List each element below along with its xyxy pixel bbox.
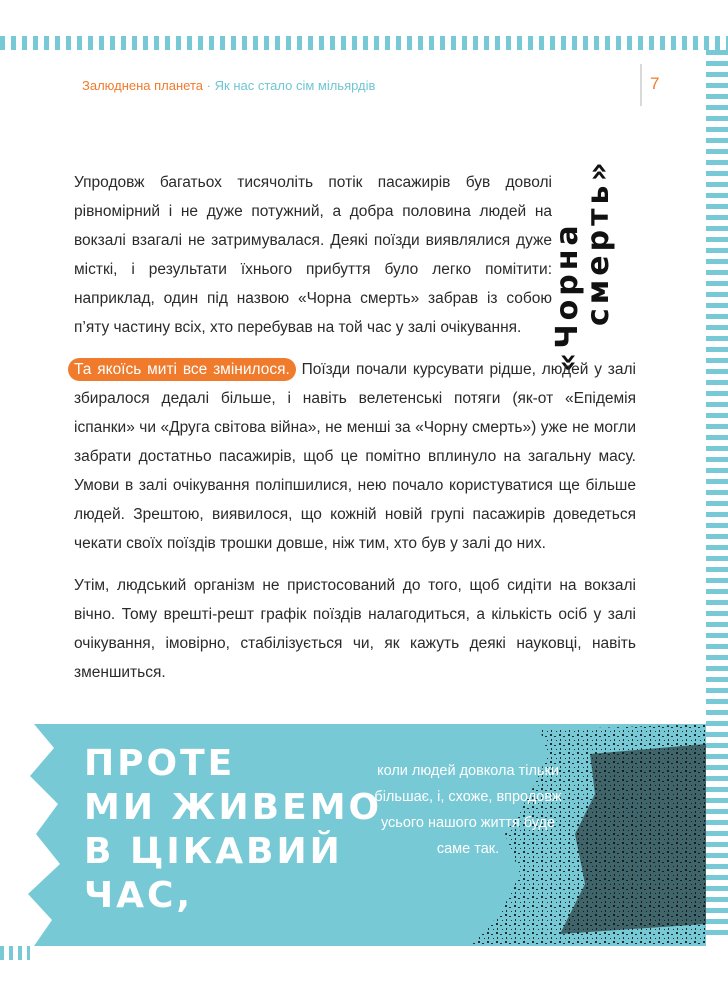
- paragraph-2: [74, 355, 636, 558]
- chapter-title: Як нас стало сім мільярдів: [214, 78, 376, 93]
- banner-headline-line-1: ПРОТЕ: [84, 743, 236, 784]
- banner-headline-line-2: МИ ЖИВЕМО: [84, 787, 383, 828]
- top-stripe-decoration: [0, 36, 728, 50]
- page-number-divider: [640, 64, 642, 106]
- paragraph-3: Утім, людський організм не пристосований до того, щоб сидіти на вокзалі вічно. Тому врешті-решт графік поїздів налагодиться, а кількість осіб у залі очікування, імовірно, стабілізується чи, як кажуть деякі науковці, навіть зменшиться.: [74, 577, 636, 681]
- body-text: [74, 168, 636, 687]
- vertical-title-line-1: «Чорна: [550, 221, 585, 372]
- running-head: [82, 78, 375, 93]
- vertical-section-title: [552, 102, 616, 372]
- bottom-left-stripe-decoration: [0, 946, 30, 960]
- banner-headline-line-3: В ЦІКАВИЙ ЧАС,: [84, 831, 343, 916]
- vertical-title-line-2: смерть»: [581, 158, 616, 326]
- right-stripe-decoration: [706, 50, 728, 940]
- banner-headline: [84, 742, 384, 918]
- banner-caption: коли людей довкола тільки більшає, і, схоже, впродовж усього нашого життя буде саме так.: [374, 763, 562, 857]
- highlighted-phrase: Та якоїсь миті все змінилося.: [68, 358, 296, 381]
- paragraph-2-text: Поїзди почали курсувати рідше, людей у залі збиралося дедалі більше, і навіть велетенські потяги (як-от «Епідемія іспанки» чи «Друга світова війна», не менші за «Чорну смерть») уже не могли забрати достатньо пасажирів, щоб це помітно вплинуло на загальну масу. Умови в залі очікування поліпшилися, нею почало користуватися ще більше людей. Зрештою, виявилося, що кожній новій групі пасажирів доведеться чекати своїх поїздів трошки довше, ніж тим, хто був у залі до них.: [74, 361, 636, 552]
- paragraph-1: Упродовж багатьох тисячоліть потік пасажирів був доволі рівномірний і не дуже потужний, а добра половина людей на вокзалі взагалі не затримувалася. Деякі поїзди виявлялися дуже місткі, і результати їхнього прибуття було легко помітити: наприклад, один під назвою «Чорна смерть» забрав із собою п’яту частину всіх, хто перебував на той час у залі очікування.: [74, 174, 552, 336]
- book-title: Залюднена планета: [82, 78, 204, 93]
- page-number: 7: [650, 74, 660, 93]
- running-head-separator: ·: [206, 78, 211, 93]
